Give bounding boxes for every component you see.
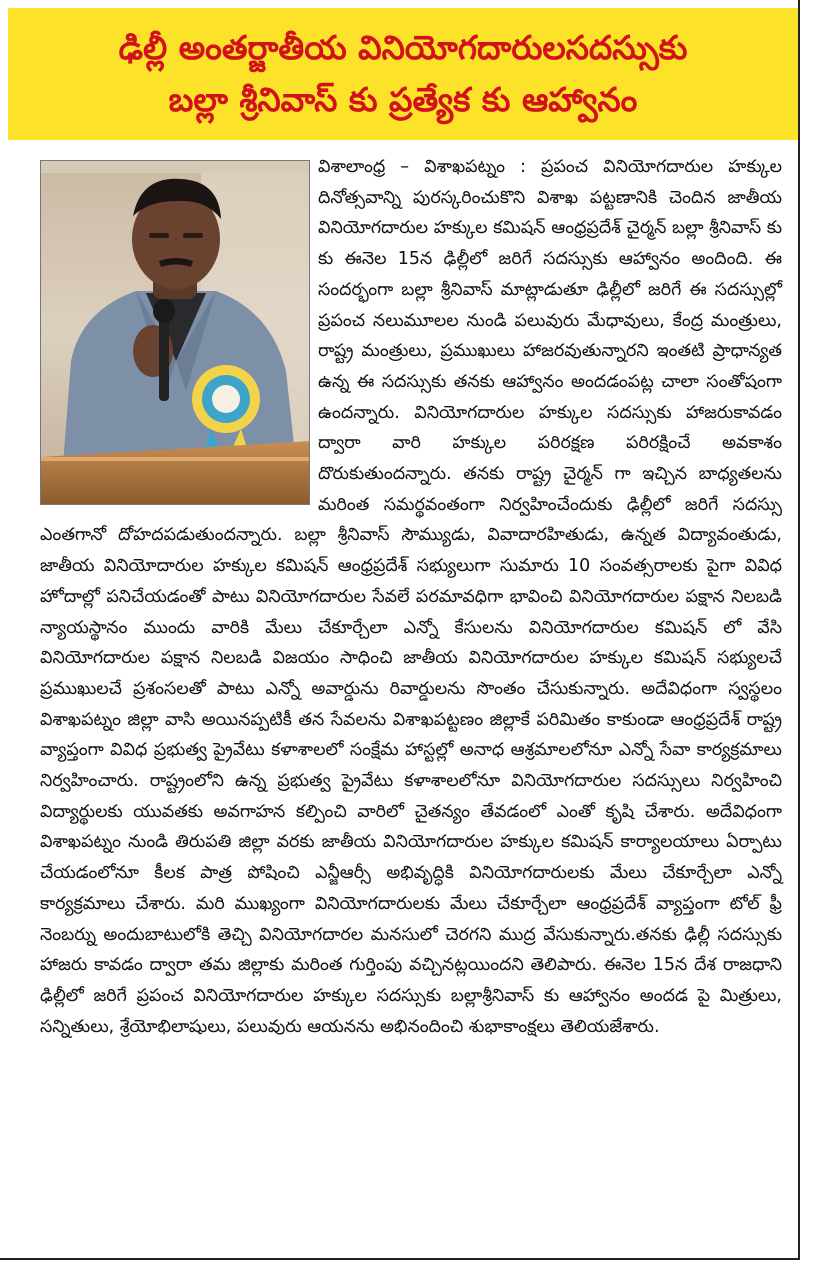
headline-banner: [8, 8, 798, 140]
article-body: [40, 152, 782, 1042]
photo-wrap-spacer: [40, 152, 318, 520]
headline-line-1: ఢిల్లీ అంతర్జాతీయ వినియోగదారులసదస్సుకు: [118, 28, 688, 67]
headline-line-2: బల్లా శ్రీనివాస్ కు ప్రత్యేక కు ఆహ్వానం: [168, 80, 638, 119]
article-text: విశాలాంధ్ర – విశాఖపట్నం : ప్రపంచ వినియోగదారుల హక్కుల దినోత్సవాన్ని పురస్కరించుకొని విశాఖ పట్టణానికి చెందిన జాతీయ వినియోగదారుల హక్కుల కమిషన్ ఆంధ్రప్రదేశ్ చైర్మన్ బల్లా శ్రీనివాస్ కు కు ఈనెల 15న ఢిల్లీలో జరిగే సదస్సుకు ఆహ్వానం అందింది. ఈ సందర్భంగా బల్లా శ్రీనివాస్ మాట్లాడుతూ ఢిల్లీలో జరిగే ఈ సదస్సుల్లో ప్రపంచ నలుమూలల నుండి పలువురు మేధావులు, కేంద్ర మంత్రులు, రాష్ట్ర మంత్రులు, ప్రముఖులు హాజరవుతున్నారని ఇంతటి ప్రాధాన్యత ఉన్న ఈ సదస్సుకు తనకు ఆహ్వానం అందడంపట్ల చాలా సంతోషంగా ఉందన్నారు. వినియోగదారుల హక్కుల సదస్సుకు హాజరుకావడం ద్వారా వారి హక్కుల పరిరక్షణ పరిరక్షించే అవకాశం దొరుకుతుందన్నారు. తనకు రాష్ట్ర చైర్మన్ గా ఇచ్చిన బాధ్యతలను మరింత సమర్థవంతంగా నిర్వహించేందుకు ఢిల్లీలో జరిగే సదస్సు ఎంతగానో దోహదపడుతుందన్నారు. బల్లా శ్రీనివాస్ సౌమ్యుడు, వివాదారహితుడు, ఉన్నత విద్యావంతుడు, జాతీయ వినియోదారుల హక్కుల కమిషన్ ఆంధ్రప్రదేశ్ సభ్యులుగా సుమారు 10 సంవత్సరాలకు పైగా వివిధ హోదాల్లో పనిచేయడంతో పాటు వినియోగదారుల సేవలే పరమావధిగా భావించి వినియోగదారుల పక్షాన నిలబడి న్యాయస్థానం ముందు వారికి మేలు చేకూర్చేలా ఎన్నో కేసులను వినియోగదారుల కమిషన్ లో వేసి వినియోగదారుల పక్షాన నిలబడి విజయం సాధించి జాతీయ వినియోగదారుల హక్కుల కమిషన్ సభ్యులచే ప్రముఖులచే ప్రశంసలతో పాటు ఎన్నో అవార్డును రివార్డులను సొంతం చేసుకున్నారు. అదేవిధంగా స్వస్థలం విశాఖపట్నం జిల్లా వాసి అయినప్పటికీ తన సేవలను విశాఖపట్టణం జిల్లాకే పరిమితం కాకుండా ఆంధ్రప్రదేశ్ రాష్ట్ర వ్యాప్తంగా వివిధ ప్రభుత్వ ప్రైవేటు కళాశాలలో సంక్షేమ హాస్టల్లో అనాధ ఆశ్రమాలలోనూ ఎన్నో సేవా కార్యక్రమాలు నిర్వహించారు. రాష్ట్రంలోని ఉన్న ప్రభుత్వ ప్రైవేటు కళాశాలలోనూ వినియోగదారుల సదస్సులు నిర్వహించి విద్యార్థులకు యువతకు అవగాహన కల్పించి వారిలో చైతన్యం తేవడంలో ఎంతో కృషి చేశారు. అదేవిధంగా విశాఖపట్నం నుండి తిరుపతి జిల్లా వరకు జాతీయ వినియోగదారుల హక్కుల కమిషన్ కార్యాలయాలు ఏర్పాటు చేయడంలోనూ కీలక పాత్ర పోషించి ఎన్జీఆర్సీ అభివృద్ధికి వినియోగదారులకు మేలు చేకూర్చేలా ఎన్నో కార్యక్రమాలు చేశారు. మరి ముఖ్యంగా వినియోగదారులకు మేలు చేకూర్చేలా ఆంధ్రప్రదేశ్ వ్యాప్తంగా టోల్ ఫ్రీ నెంబర్ను అందుబాటులోకి తెచ్చి వినియోగదారల మనసులో చెరగని ముద్ర వేసుకున్నారు.తనకు ఢిల్లీ సదస్సుకు హాజరు కావడం ద్వారా తమ జిల్లాకు మరింత గుర్తింపు వచ్చినట్లయిందని తెలిపారు. ఈనెల 15న దేశ రాజధాని ఢిల్లీలో జరిగే ప్రపంచ వినియోగదారుల హక్కుల సదస్సుకు బల్లాశ్రీనివాస్ కు ఆహ్వానం అందడ పై మిత్రులు, సన్నితులు, శ్రేయోభిలాషులు, పలువురు ఆయనను అభినందించి శుభాకాంక్షలు తెలియజేశారు.: [40, 157, 782, 1037]
